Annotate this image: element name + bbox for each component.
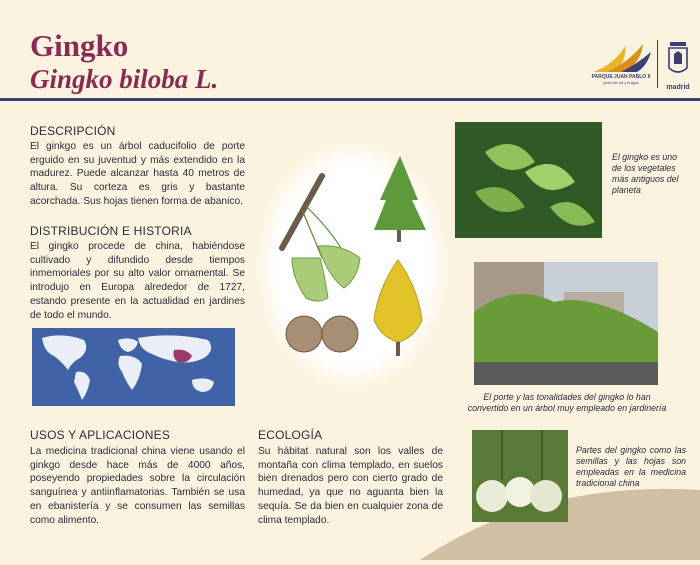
madrid-crest-icon: [661, 38, 695, 82]
parque-juan-pablo-logo: [585, 38, 657, 94]
park-logo-subtext: jardín del sol y el agua: [603, 81, 639, 85]
leaves-caption: El gingko es uno de los vegetales más antiguos del planeta: [612, 152, 679, 195]
ginkgo-seeds-image: [472, 430, 568, 522]
seeds-caption: Partes del gingko como las semillas y las hojas son empleadas en la medicina tradicional china: [576, 445, 686, 488]
descripcion-text: El ginkgo es un árbol caducifolio de porte erguido en su juventud y más extendido en la madurez. Puede alcanzar hasta 40 metros de altura. Su corteza es gris y bastante acorchada. Sus hojas tienen forma de abanico.: [30, 141, 245, 207]
ginkgo-street-image: [474, 262, 658, 385]
street-photo: [474, 262, 658, 385]
madrid-logo-text: madrid: [666, 84, 690, 91]
ginkgo-drawing-image: [262, 148, 447, 383]
page-title: Gingko: [30, 28, 129, 63]
distribution-map: [32, 328, 235, 406]
madrid-logo: [661, 38, 695, 96]
header-rule: [0, 98, 700, 101]
park-logo-text: PARQUE JUAN PABLO II: [591, 74, 651, 80]
street-caption: El porte y las tonalidades del gingko lo han convertido en un árbol muy empleado en jardinería: [467, 392, 667, 413]
park-logo-icon: [585, 38, 657, 74]
usos-text: La medicina tradicional china viene usando el ginkgo desde hace más de 4000 años, poseyendo propiedades sobre la circulación sanguínea y antiinflamatorias. También se usa en ebanistería y se consumen las semillas como alimento.: [30, 446, 245, 526]
descripcion-heading: DESCRIPCIÓN: [30, 124, 116, 138]
ginkgo-leaves-image: [455, 122, 602, 238]
botanical-illustration: [262, 148, 447, 383]
scientific-name: Gingko biloba L.: [30, 64, 219, 94]
distribucion-heading: DISTRIBUCIÓN E HISTORIA: [30, 224, 192, 238]
ecologia-heading: ECOLOGÍA: [258, 428, 323, 442]
world-map-image: [32, 328, 235, 406]
ecologia-text: Su hábitat natural son los valles de montaña con clima templado, en suelos bien drenados pero con cierto grado de humedad, ya que no aguanta bien la sequía. Se da bien en cualquier zona de clima templado.: [258, 446, 443, 526]
usos-heading: USOS Y APLICACIONES: [30, 428, 171, 442]
distribucion-text: El gingko procede de china, habiéndose cultivado y difundido desde tiempos inmemoriales por su alto valor ornamental. Se introdujo en Europa alrededor de 1727, estando presente en la actualidad en jardines de todo el mundo.: [30, 241, 245, 321]
seeds-photo: [472, 430, 568, 522]
logo-divider: [657, 40, 658, 88]
leaves-photo: [455, 122, 602, 238]
